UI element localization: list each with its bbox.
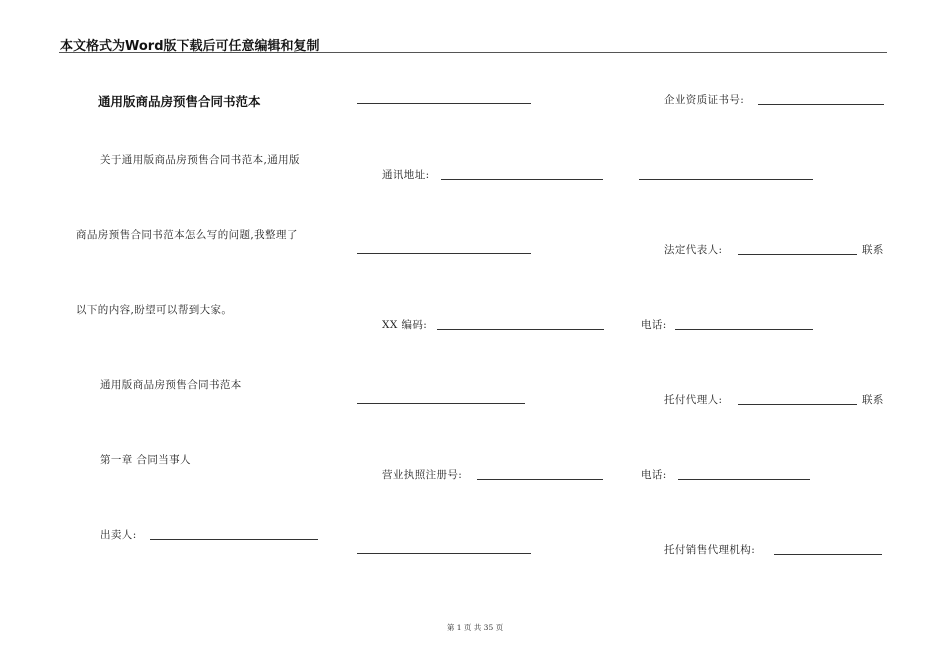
phone-blank-line-1 — [675, 329, 813, 330]
legal-representative-contact-text: 联系 — [862, 244, 884, 256]
qualification-cert-blank-line — [758, 104, 884, 105]
sales-agency-label: 托付销售代理机构: — [664, 544, 756, 556]
authorized-agent-contact-text: 联系 — [862, 394, 884, 406]
page-number: 第 1 页 共 35 页 — [446, 623, 504, 632]
sales-agency-blank-line — [774, 554, 882, 555]
authorized-agent-blank-line — [738, 404, 857, 405]
legal-representative-blank-line — [738, 254, 857, 255]
blank-line-row3 — [357, 253, 531, 254]
phone-label-1: 电话: — [641, 319, 667, 331]
postcode-blank-line — [437, 329, 604, 330]
business-license-label: 营业执照注册号: — [382, 469, 463, 481]
qualification-cert-label: 企业资质证书号: — [664, 94, 745, 106]
business-license-blank-line — [477, 479, 603, 480]
authorized-agent-label: 托付代理人: — [664, 394, 723, 406]
postcode-label: XX 编码: — [382, 319, 428, 331]
address-label: 通讯地址: — [382, 169, 430, 181]
contract-subtitle: 通用版商品房预售合同书范本 — [100, 379, 242, 391]
seller-label: 出卖人: — [100, 529, 137, 541]
phone-blank-line-2 — [678, 479, 810, 480]
chapter-heading: 第一章 合同当事人 — [100, 454, 191, 466]
intro-line-2: 商品房预售合同书范本怎么写的问题,我整理了 — [76, 229, 298, 241]
intro-line-1: 关于通用版商品房预售合同书范本,通用版 — [100, 154, 300, 166]
blank-line-row5 — [357, 403, 525, 404]
address-blank-line — [441, 179, 603, 180]
phone-label-2: 电话: — [641, 469, 667, 481]
seller-blank-line — [150, 539, 318, 540]
blank-line-row7 — [357, 553, 531, 554]
legal-representative-label: 法定代表人: — [664, 244, 723, 256]
blank-line-row2 — [639, 179, 813, 180]
blank-line-row1 — [357, 103, 531, 104]
document-title: 通用版商品房预售合同书范本 — [98, 94, 261, 109]
intro-line-3: 以下的内容,盼望可以帮到大家。 — [76, 304, 233, 316]
header-divider — [59, 52, 887, 53]
header-title: 本文格式为Word版下载后可任意编辑和复制 — [60, 39, 320, 54]
